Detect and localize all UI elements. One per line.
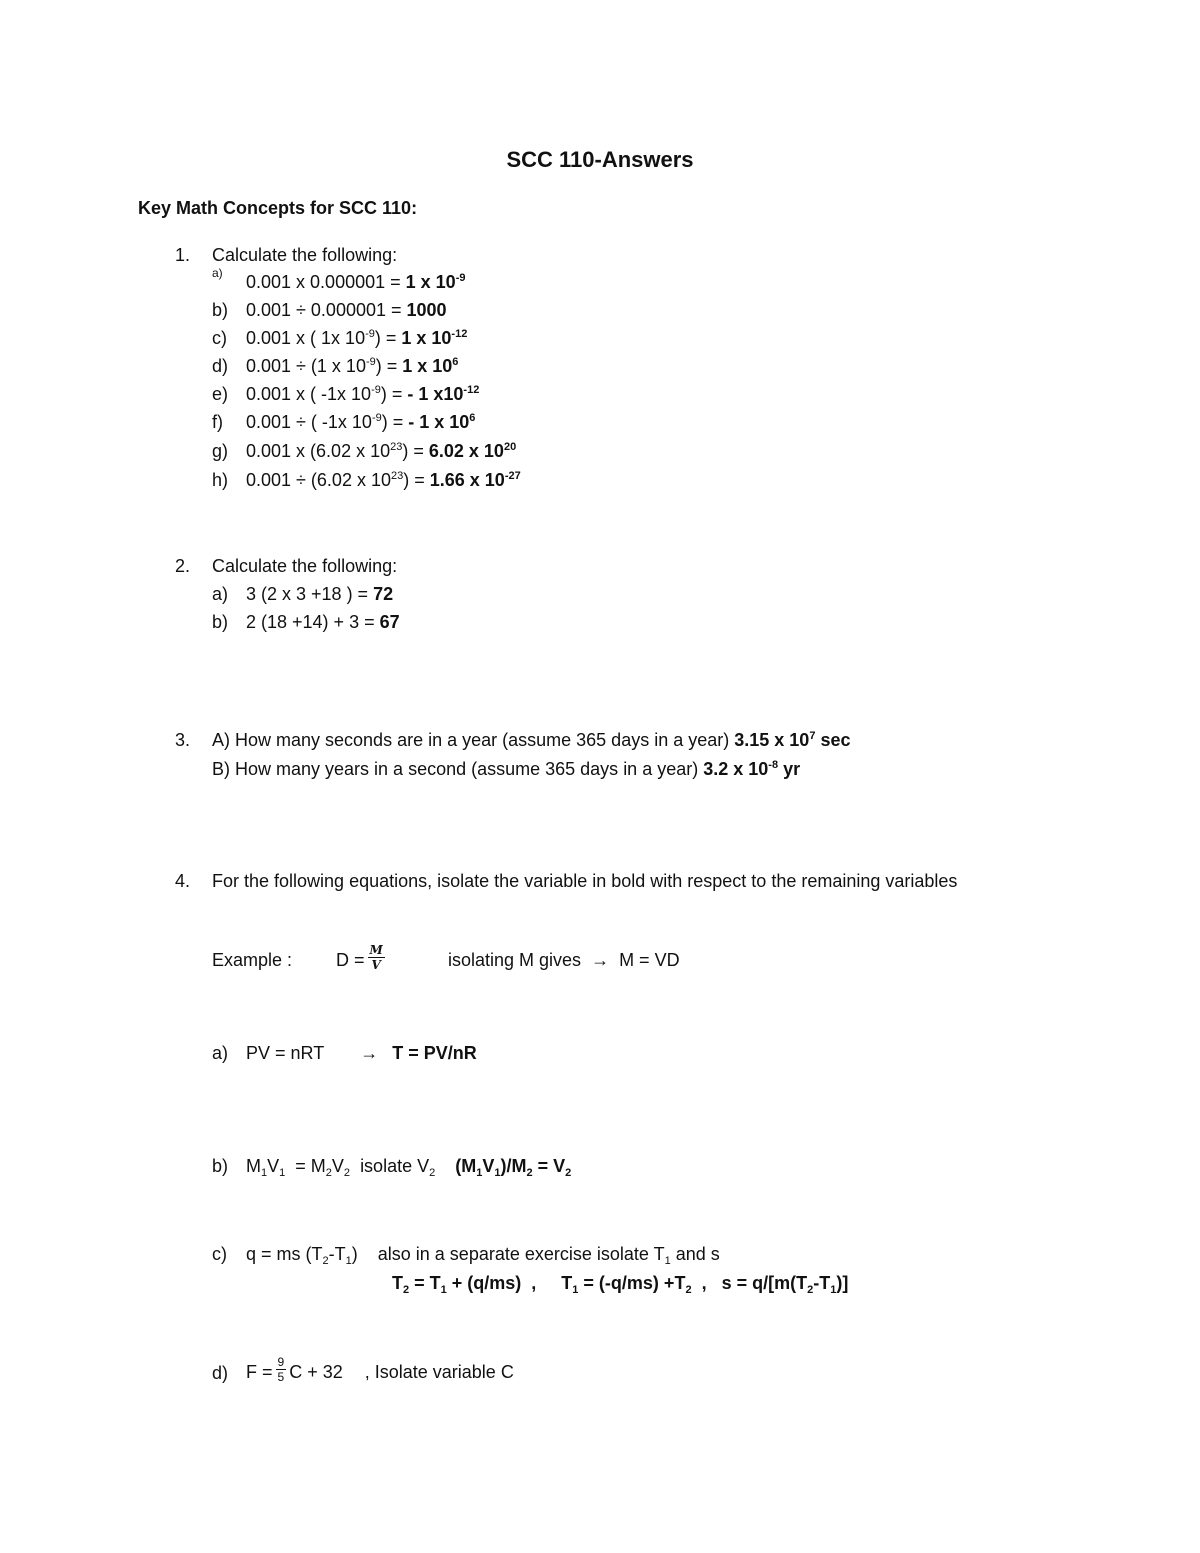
q4-prompt: For the following equations, isolate the variable in bold with respect to the remaining variables (212, 871, 958, 891)
q4-d-line: F = $\frac{9}{5}$ C + 32 , Isolate variable C (246, 1354, 514, 1384)
q3-b-line: B) How many years in a second (assume 365 days in a year) 3.2 x $10^{-8}$ yr (212, 759, 801, 779)
arrow-right-icon: → (591, 950, 610, 970)
q3-number: 3. (175, 730, 191, 750)
q2-a-line: 3 (2 x 3 +18 ) = 72 (246, 584, 394, 604)
q4-d-label: d) (212, 1363, 229, 1383)
q1-number: 1. (175, 245, 191, 265)
q1-f-line: 0.001 ÷ ( -1x $10^{-9}$) = - 1 x $10^6$ (246, 412, 476, 432)
q2-a-label: a) (212, 584, 229, 604)
q4-c-label: c) (212, 1244, 227, 1264)
q4-a-label: a) (212, 1043, 229, 1063)
q1-prompt: Calculate the following: (212, 245, 398, 265)
q4-a-line: PV = nRT → T = PV/nR (246, 1043, 477, 1063)
q3-a-line: A) How many seconds are in a year (assume 365 days in a year) 3.15 x $10^7$ sec (212, 730, 851, 750)
q2-b-line: 2 (18 +14) + 3 = 67 (246, 612, 400, 632)
q1-b-label: b) (212, 300, 229, 320)
page-title: SCC 110-Answers (506, 147, 694, 172)
q1-a-label: a) (212, 266, 223, 280)
fraction-m-over-v: $\frac{M}{V}$ (369, 942, 383, 972)
q1-h-label: h) (212, 470, 229, 490)
q1-g-line: 0.001 x (6.02 x $10^{23}) = 6.02$ x $10^{20}$ (246, 441, 517, 461)
q1-f-label: f) (212, 412, 223, 432)
q4-number: 4. (175, 871, 191, 891)
q2-b-label: b) (212, 612, 229, 632)
q4-example-label: Example : (212, 950, 293, 970)
q4-c-answers: $T_2 = T_1 + (q/ms)$ , $T_1 = (-q/ms) +T_2$ , $s = q/[m(T_2-T_1)]$ (392, 1273, 849, 1296)
q4-example-result: isolating M gives → M = VD (448, 950, 680, 970)
q1-c-label: c) (212, 328, 227, 348)
q1-a-line: 0.001 x 0.000001 = 1 x $10^{-9}$ (246, 272, 466, 292)
q4-example-equation: D = $\frac{M}{V}$ (336, 942, 383, 972)
q1-h-line: 0.001 ÷ (6.02 x $10^{23}) = 1.66$ x $10^{-27}$ (246, 470, 521, 490)
q4-b-line: $M_1V_1 = M_2V_2$ isolate $V_2$ $(M_1V_1)/M_2 = V_2$ (246, 1156, 572, 1179)
q1-e-label: e) (212, 384, 229, 404)
q1-d-line: 0.001 ÷ (1 x $10^{-9}) = 1$ x $10^6$ (246, 356, 459, 376)
arrow-right-icon: → (360, 1043, 379, 1063)
q2-prompt: Calculate the following: (212, 556, 398, 576)
section-heading: Key Math Concepts for SCC 110: (138, 198, 418, 218)
fraction-9-over-5: $\frac{9}{5}$ (277, 1354, 285, 1384)
q1-c-line: 0.001 x ( 1x $10^{-9}) = 1$ x $10^{-12}$ (246, 328, 468, 348)
q4-c-line: q = ms $(T_2-T_1)$ also in a separate exercise isolate $T_1$ and s (246, 1244, 720, 1267)
q4-b-label: b) (212, 1156, 229, 1176)
q2-number: 2. (175, 556, 191, 576)
q1-e-line: 0.001 x ( -1x $10^{-9}$) = - 1 $x10^{-12}$ (246, 384, 480, 404)
q1-g-label: g) (212, 441, 229, 461)
q1-d-label: d) (212, 356, 229, 376)
q1-b-line: 0.001 ÷ 0.000001 = 1000 (246, 300, 447, 320)
